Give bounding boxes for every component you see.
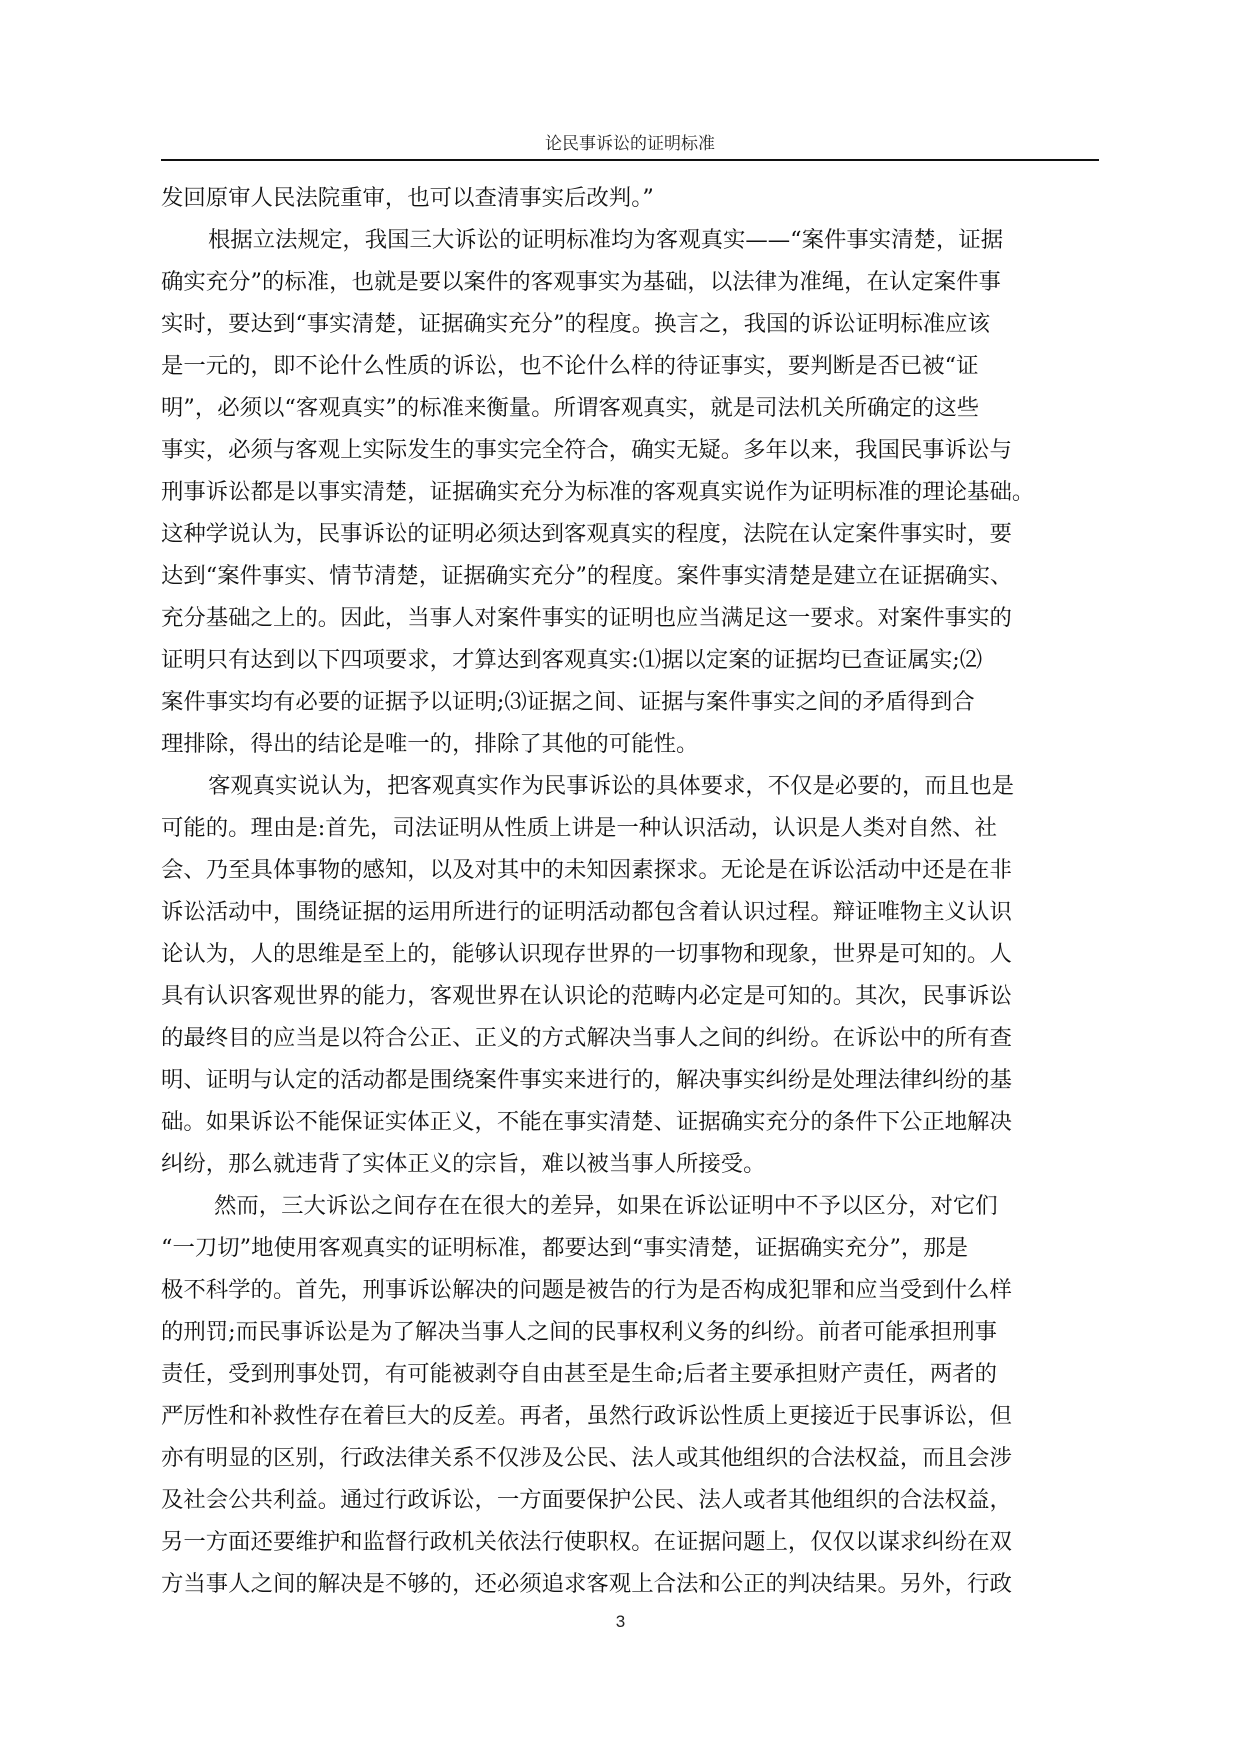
text-line: 实时，要达到“事实清楚，证据确实充分”的程度。换言之，我国的诉讼证明标准应该 <box>161 311 990 337</box>
text-line: 具有认识客观世界的能力，客观世界在认识论的范畴内必定是可知的。其次，民事诉讼 <box>161 983 1012 1009</box>
paragraph-start-line: 客观真实说认为，把客观真实作为民事诉讼的具体要求，不仅是必要的，而且也是 <box>208 773 1015 799</box>
text-line: 亦有明显的区别，行政法律关系不仅涉及公民、法人或其他组织的合法权益，而且会涉 <box>161 1445 1012 1471</box>
text-line: 明”，必须以“客观真实”的标准来衡量。所谓客观真实，就是司法机关所确定的这些 <box>161 395 980 421</box>
text-line: 案件事实均有必要的证据予以证明;⑶证据之间、证据与案件事实之间的矛盾得到合 <box>161 689 975 715</box>
header-rule <box>161 159 1099 161</box>
text-line: 极不科学的。首先，刑事诉讼解决的问题是被告的行为是否构成犯罪和应当受到什么样 <box>161 1277 1012 1303</box>
text-line: 发回原审人民法院重审，也可以查清事实后改判。” <box>161 185 654 211</box>
text-line: 充分基础之上的。因此，当事人对案件事实的证明也应当满足这一要求。对案件事实的 <box>161 605 1012 631</box>
text-line: 纠纷，那么就违背了实体正义的宗旨，难以被当事人所接受。 <box>161 1151 766 1177</box>
text-line: 刑事诉讼都是以事实清楚，证据确实充分为标准的客观真实说作为证明标准的理论基础。 <box>161 479 1035 505</box>
body-text <box>161 177 1101 1605</box>
text-line: 事实，必须与客观上实际发生的事实完全符合，确实无疑。多年以来，我国民事诉讼与 <box>161 437 1012 463</box>
text-line: 会、乃至具体事物的感知，以及对其中的未知因素探求。无论是在诉讼活动中还是在非 <box>161 857 1012 883</box>
text-line: 是一元的，即不论什么性质的诉讼，也不论什么样的待证事实，要判断是否已被“证 <box>161 353 979 379</box>
text-line: 责任，受到刑事处罚，有可能被剥夺自由甚至是生命;后者主要承担财产责任，两者的 <box>161 1361 997 1387</box>
text-line: 确实充分”的标准，也就是要以案件的客观事实为基础，以法律为准绳，在认定案件事 <box>161 269 1001 295</box>
text-line: 证明只有达到以下四项要求，才算达到客观真实:⑴据以定案的证据均已查证属实;⑵ <box>161 647 983 673</box>
text-line: 达到“案件事实、情节清楚，证据确实充分”的程度。案件事实清楚是建立在证据确实、 <box>161 563 1013 589</box>
text-line: 的最终目的应当是以符合公正、正义的方式解决当事人之间的纠纷。在诉讼中的所有查 <box>161 1025 1012 1051</box>
text-line: 方当事人之间的解决是不够的，还必须追求客观上合法和公正的判决结果。另外，行政 <box>161 1571 1012 1597</box>
text-line: 的刑罚;而民事诉讼是为了解决当事人之间的民事权利义务的纠纷。前者可能承担刑事 <box>161 1319 997 1345</box>
paragraph-start-line: 根据立法规定，我国三大诉讼的证明标准均为客观真实——“案件事实清楚，证据 <box>208 227 1004 253</box>
text-line: 这种学说认为，民事诉讼的证明必须达到客观真实的程度，法院在认定案件事实时，要 <box>161 521 1012 547</box>
text-line: 严厉性和补救性存在着巨大的反差。再者，虽然行政诉讼性质上更接近于民事诉讼，但 <box>161 1403 1012 1429</box>
text-line: 理排除，得出的结论是唯一的，排除了其他的可能性。 <box>161 731 699 757</box>
text-line: 可能的。理由是:首先，司法证明从性质上讲是一种认识活动，认识是人类对自然、社 <box>161 815 997 841</box>
paragraph-start-line: 然而，三大诉讼之间存在在很大的差异，如果在诉讼证明中不予以区分，对它们 <box>214 1193 998 1219</box>
text-line: 及社会公共利益。通过行政诉讼，一方面要保护公民、法人或者其他组织的合法权益， <box>161 1487 1012 1513</box>
text-line: “一刀切”地使用客观真实的证明标准，都要达到“事实清楚，证据确实充分”，那是 <box>161 1235 969 1261</box>
page-number: 3 <box>615 1612 626 1631</box>
text-line: 础。如果诉讼不能保证实体正义，不能在事实清楚、证据确实充分的条件下公正地解决 <box>161 1109 1012 1135</box>
running-header: 论民事诉讼的证明标准 <box>545 134 715 154</box>
text-line: 明、证明与认定的活动都是围绕案件事实来进行的，解决事实纠纷是处理法律纠纷的基 <box>161 1067 1012 1093</box>
text-line: 诉讼活动中，围绕证据的运用所进行的证明活动都包含着认识过程。辩证唯物主义认识 <box>161 899 1012 925</box>
text-line: 另一方面还要维护和监督行政机关依法行使职权。在证据问题上，仅仅以谋求纠纷在双 <box>161 1529 1012 1555</box>
text-line: 论认为，人的思维是至上的，能够认识现存世界的一切事物和现象，世界是可知的。人 <box>161 941 1012 967</box>
